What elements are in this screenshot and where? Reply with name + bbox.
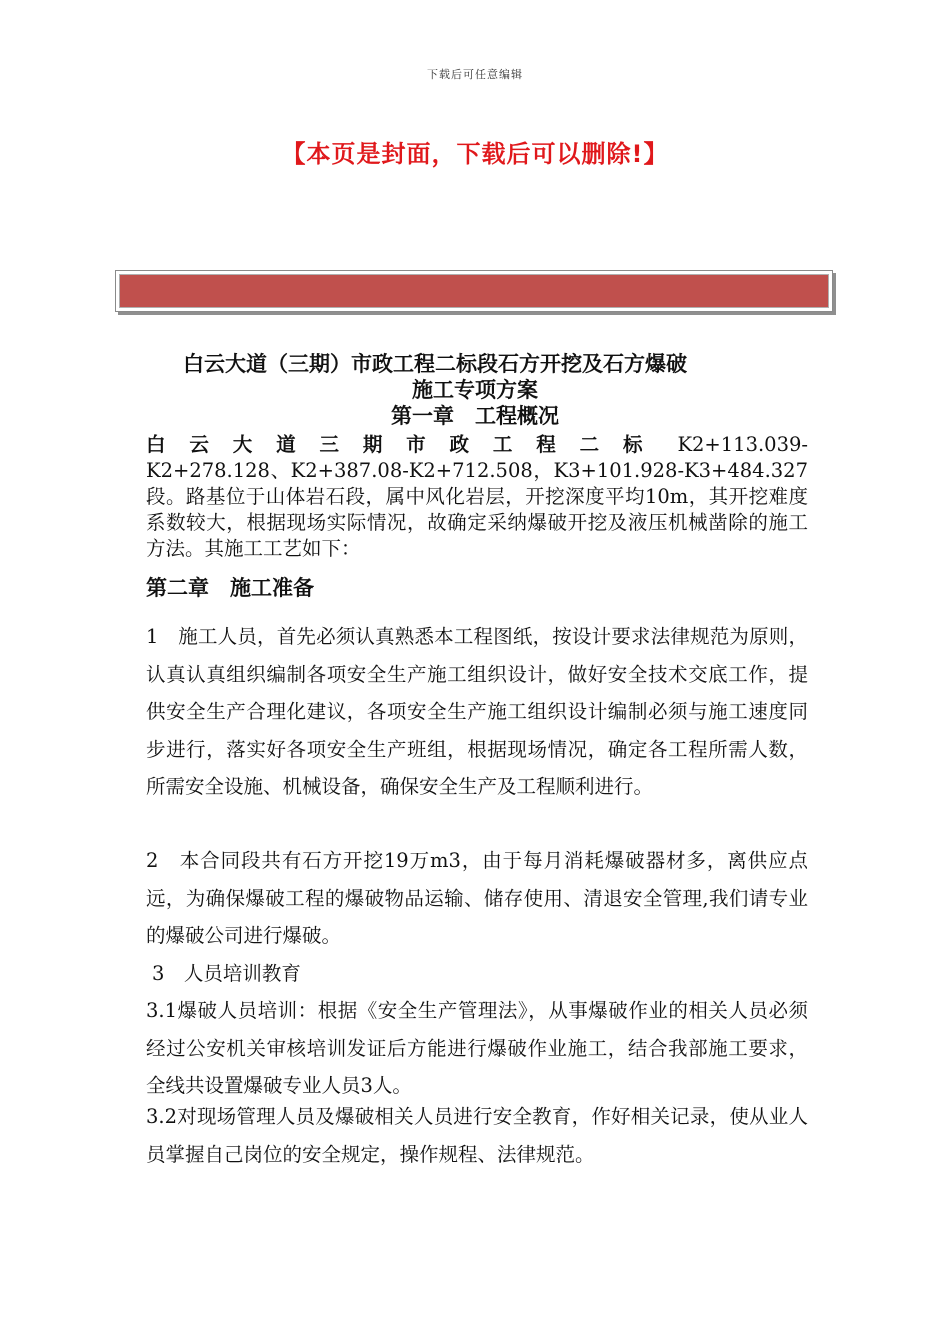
overview-paragraph: [146, 432, 808, 562]
title-line-2: 施工专项方案: [412, 378, 538, 402]
chapter-2-heading: 第二章 施工准备: [146, 576, 314, 600]
paragraph-3-2: 3.2对现场管理人员及爆破相关人员进行安全教育，作好相关记录，使从业人员掌握自己岗位的安全规定，操作规程、法律规范。: [146, 1105, 808, 1166]
header-note: 下载后可任意编辑: [427, 68, 523, 81]
paragraph-3-1: 3.1爆破人员培训：根据《安全生产管理法》，从事爆破作业的相关人员必须经过公安机关审核培训发证后方能进行爆破作业施工，结合我部施工要求，全线共设置爆破专业人员3人。: [146, 999, 808, 1097]
paragraph-2: 2 本合同段共有石方开挖19万m3，由于每月消耗爆破器材多，离供应点远，为确保爆破工程的爆破物品运输、储存使用、清退安全管理,我们请专业的爆破公司进行爆破。: [146, 849, 808, 947]
title-line-1: 白云大道（三期）市政工程二标段石方开挖及石方爆破: [183, 352, 687, 376]
banner-fill: [122, 277, 826, 305]
paragraph-3-heading: 3 人员培训教育: [152, 962, 301, 985]
paragraph-1: 1 施工人员，首先必须认真熟悉本工程图纸，按设计要求法律规范为原则，认真认真组织编制各项安全生产施工组织设计，做好安全技术交底工作，提供安全生产合理化建议，各项安全生产施工组织设计编制必须与施工速度同步进行，落实好各项安全生产班组，根据现场情况，确定各工程所需人数，所需安全设施、机械设备，确保安全生产及工程顺利进行。: [146, 625, 808, 798]
chapter-1-heading: 第一章 工程概况: [391, 404, 559, 428]
decorative-banner: [115, 270, 833, 312]
overview-lead: 白云大道三期市政工程二标: [146, 433, 667, 456]
cover-notice: 【本页是封面，下载后可以删除!】: [281, 140, 669, 168]
overview-text: K2+113.039-K2+278.128、K2+387.08-K2+712.508，K3+101.928-K3+484.327段。路基位于山体岩石段，属中风化岩层，开挖深度平均10m，其开挖难度系数较大，根据现场实际情况，故确定采纳爆破开挖及液压机械凿除的施工方法。其施工工艺如下：: [146, 433, 808, 560]
